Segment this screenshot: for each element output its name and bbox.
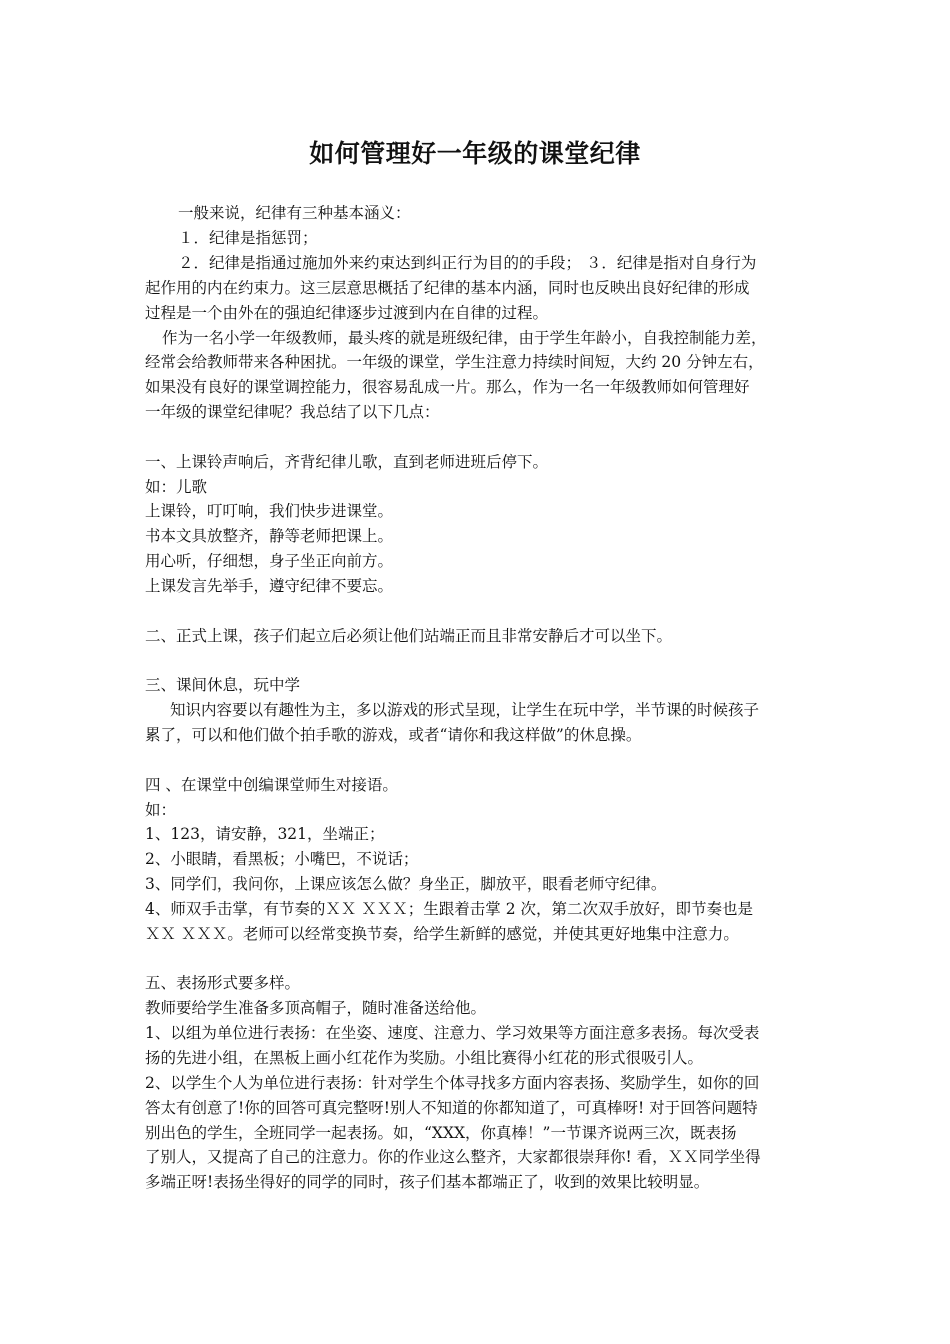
- paragraph-line: 如：: [145, 801, 177, 819]
- paragraph-line: 知识内容要以有趣性为主，多以游戏的形式呈现，让学生在玩中学，半节课的时候孩子: [170, 701, 760, 719]
- paragraph-line: 如果没有良好的课堂调控能力，很容易乱成一片。那么，作为一名一年级教师如何管理好: [145, 378, 750, 396]
- paragraph-line: 3、同学们，我问你，上课应该怎么做？身坐正，脚放平，眼看老师守纪律。: [145, 875, 667, 893]
- paragraph-line: 扬的先进小组，在黑板上画小红花作为奖励。小组比赛得小红花的形式很吸引人。: [145, 1049, 704, 1067]
- document-title: 如何管理好一年级的课堂纪律: [309, 139, 641, 168]
- section-heading: 二、正式上课，孩子们起立后必须让他们站端正而且非常安静后才可以坐下。: [145, 627, 673, 645]
- section-heading: 一、上课铃声响后，齐背纪律儿歌，直到老师进班后停下。: [145, 453, 549, 471]
- paragraph-line: ＸＸ ＸＸＸ。老师可以经常变换节奏，给学生新鲜的感觉，并使其更好地集中注意力。: [145, 925, 739, 943]
- paragraph-line: １．纪律是指惩罚；: [178, 229, 318, 247]
- section-heading: 五、表扬形式要多样。: [145, 974, 301, 992]
- section-heading: 三、课间休息，玩中学: [145, 676, 301, 694]
- paragraph-line: ２．纪律是指通过施加外来约束达到纠正行为目的的手段； ３．纪律是指对自身行为: [178, 254, 757, 272]
- paragraph-line: 用心听，仔细想，身子坐正向前方。: [145, 552, 394, 570]
- paragraph-line: 教师要给学生准备多顶高帽子，随时准备送给他。: [145, 999, 487, 1017]
- paragraph-line: 累了，可以和他们做个拍手歌的游戏，或者“请你和我这样做”的休息操。: [145, 726, 642, 744]
- paragraph-line: 一年级的课堂纪律呢？我总结了以下几点：: [145, 403, 440, 421]
- paragraph-line: 上课发言先举手，遵守纪律不要忘。: [145, 577, 394, 595]
- paragraph-line: 了别人，又提高了自己的注意力。你的作业这么整齐，大家都很崇拜你! 看，ＸＸ同学坐得: [145, 1148, 761, 1166]
- paragraph-line: 别出色的学生，全班同学一起表扬。如，“XXX，你真棒！”一节课齐说两三次，既表扬: [145, 1124, 737, 1142]
- paragraph-line: 上课铃，叮叮响，我们快步进课堂。: [145, 502, 394, 520]
- paragraph-line: 4、师双手击掌，有节奏的ＸＸ ＸＸＸ；生跟着击掌 2 次，第二次双手放好，即节奏也是: [145, 900, 754, 918]
- paragraph-line: 2、以学生个人为单位进行表扬：针对学生个体寻找多方面内容表扬、奖励学生，如你的回: [145, 1074, 760, 1092]
- paragraph-line: 一般来说，纪律有三种基本涵义：: [178, 204, 411, 222]
- paragraph-line: 2、小眼睛，看黑板；小嘴巴，不说话；: [145, 850, 419, 868]
- section-heading: 四 、在课堂中创编课堂师生对接语。: [145, 776, 398, 794]
- paragraph-line: 经常会给教师带来各种困扰。一年级的课堂，学生注意力持续时间短，大约 20 分钟左右，: [145, 353, 764, 371]
- paragraph-line: 1、以组为单位进行表扬：在坐姿、速度、注意力、学习效果等方面注意多表扬。每次受表: [145, 1024, 760, 1042]
- paragraph-line: 书本文具放整齐，静等老师把课上。: [145, 527, 394, 545]
- paragraph-line: 1、123，请安静，321，坐端正；: [145, 825, 385, 843]
- paragraph-line: 过程是一个由外在的强迫纪律逐步过渡到内在自律的过程。: [145, 304, 549, 322]
- paragraph-line: 作为一名小学一年级教师，最头疼的就是班级纪律，由于学生年龄小，自我控制能力差，: [162, 329, 767, 347]
- paragraph-line: 答太有创意了!你的回答可真完整呀!别人不知道的你都知道了，可真棒呀! 对于回答问题特: [145, 1099, 758, 1117]
- paragraph-line: 多端正呀!表扬坐得好的同学的同时，孩子们基本都端正了，收到的效果比较明显。: [145, 1173, 710, 1191]
- paragraph-line: 起作用的内在约束力。这三层意思概括了纪律的基本内涵，同时也反映出良好纪律的形成: [145, 279, 750, 297]
- paragraph-line: 如：儿歌: [145, 478, 208, 496]
